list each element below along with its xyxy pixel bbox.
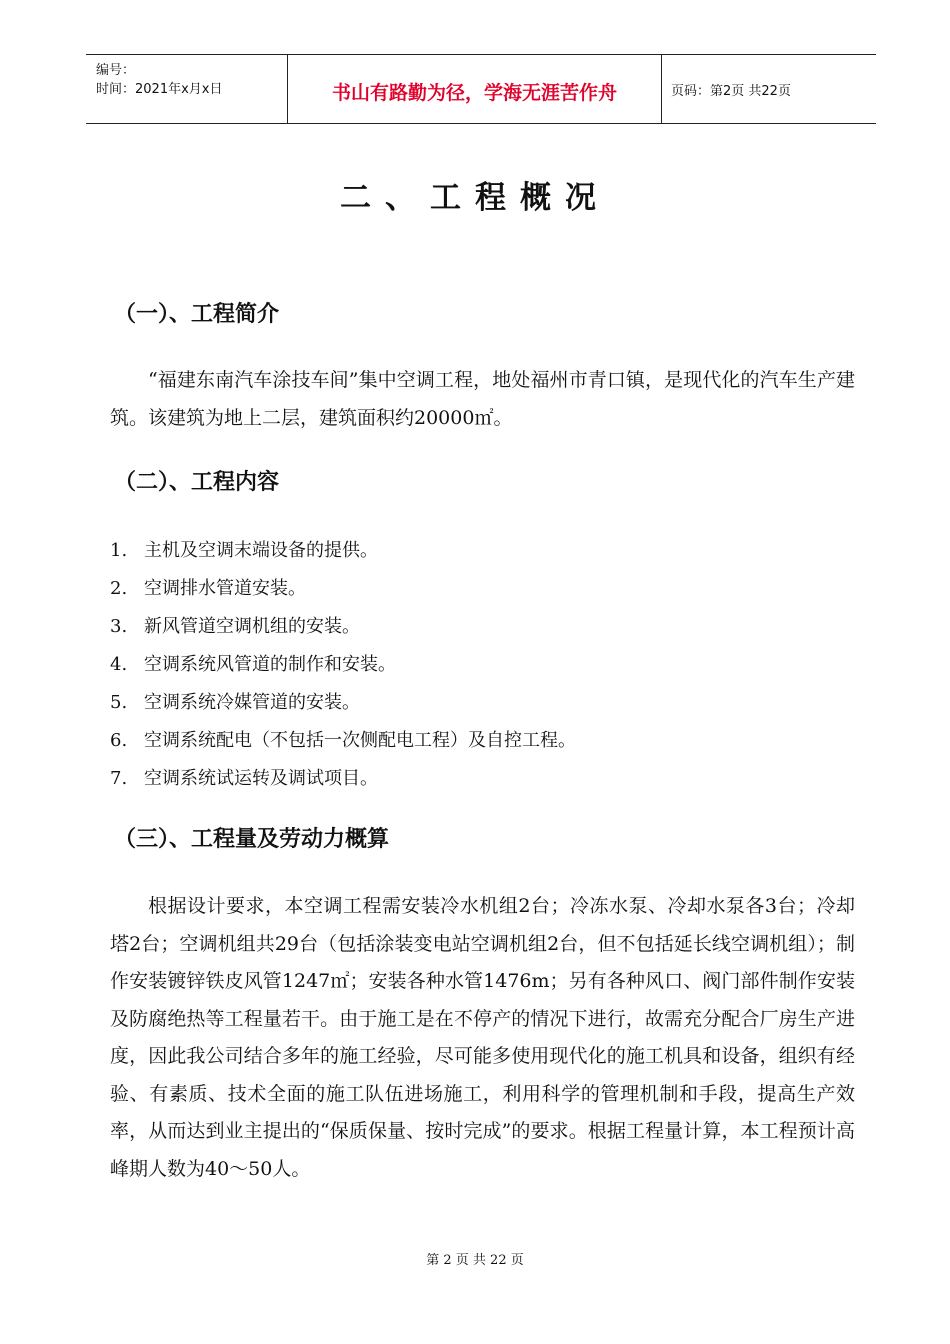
estimate-text-part1: 根据设计要求，本空调工程需安装冷水机组2台；冷冻水泵、冷却水泵各3台；冷却塔2台；空调机组共29台（包括涂装变电站空调机组2台，但不包括延长线空调机组）；制作安装镀锌铁皮风管1247㎡ bbox=[110, 895, 855, 992]
list-item-text: 空调系统风管道的制作和安装。 bbox=[144, 654, 396, 675]
page-number-label: 页码：第2页 共22页 bbox=[671, 84, 791, 99]
estimate-paragraph bbox=[110, 888, 855, 1188]
list-item bbox=[110, 760, 576, 798]
list-item bbox=[110, 722, 576, 760]
list-item bbox=[110, 608, 576, 646]
estimate-text-part2: ；安装各种水管1476m；另有各种风口、阀门部件制作安装及防腐绝热等工程量若干。由于施工是在不停产的情况下进行，故需充分配合厂房生产进度，因此我公司结合多年的施工经验，尽可能多使用现代化的施工机具和设备，组织有经验、有素质、技术全面的施工队伍进场施工，利用科学的管理机制和手段，提高生产效率，从而达到业主提出的“保质保量、按时完成”的要求。根据工程量计算，本工程预计高峰期人数为40～50人。 bbox=[110, 970, 856, 1180]
page-footer: 第 2 页 共 22 页 bbox=[426, 1253, 524, 1268]
list-item-number: 4. bbox=[110, 654, 128, 675]
list-item bbox=[110, 532, 576, 570]
section-heading-content: （二）、工程内容 bbox=[114, 470, 280, 495]
list-item-number: 3. bbox=[110, 616, 128, 637]
list-item-text: 空调系统冷媒管道的安装。 bbox=[144, 692, 360, 713]
header-motto-cell bbox=[287, 55, 662, 123]
time-label: 时间：2021年x月x日 bbox=[96, 82, 223, 97]
number-label: 编号： bbox=[96, 63, 136, 78]
list-item-number: 2. bbox=[110, 578, 128, 599]
list-item-text: 空调系统配电（不包括一次侧配电工程）及自控工程。 bbox=[144, 730, 576, 751]
header-right-cell bbox=[661, 55, 876, 123]
motto: 书山有路勤为径，学海无涯苦作舟 bbox=[331, 82, 617, 104]
page-title: 二、工程概况 bbox=[340, 180, 610, 216]
list-item bbox=[110, 570, 576, 608]
intro-text: “福建东南汽车涂技车间”集中空调工程，地处福州市青口镇，是现代化的汽车生产建筑。该建筑为地上二层，建筑面积约20000㎡ bbox=[110, 369, 855, 429]
list-item-text: 新风管道空调机组的安装。 bbox=[144, 616, 360, 637]
header-left-cell bbox=[86, 55, 287, 123]
list-item-text: 空调排水管道安装。 bbox=[144, 578, 306, 599]
list-item bbox=[110, 646, 576, 684]
section-heading-intro: （一）、工程简介 bbox=[114, 302, 280, 327]
intro-paragraph bbox=[110, 362, 855, 437]
list-item-number: 7. bbox=[110, 768, 128, 789]
list-item-text: 空调系统试运转及调试项目。 bbox=[144, 768, 378, 789]
content-list bbox=[110, 532, 576, 798]
list-item-number: 6. bbox=[110, 730, 128, 751]
list-item-number: 5. bbox=[110, 692, 128, 713]
page-header bbox=[86, 54, 876, 124]
list-item bbox=[110, 684, 576, 722]
intro-text-end: 。 bbox=[493, 406, 513, 429]
list-item-text: 主机及空调末端设备的提供。 bbox=[144, 540, 378, 561]
section-heading-estimate: （三）、工程量及劳动力概算 bbox=[114, 827, 390, 852]
list-item-number: 1. bbox=[110, 540, 128, 561]
